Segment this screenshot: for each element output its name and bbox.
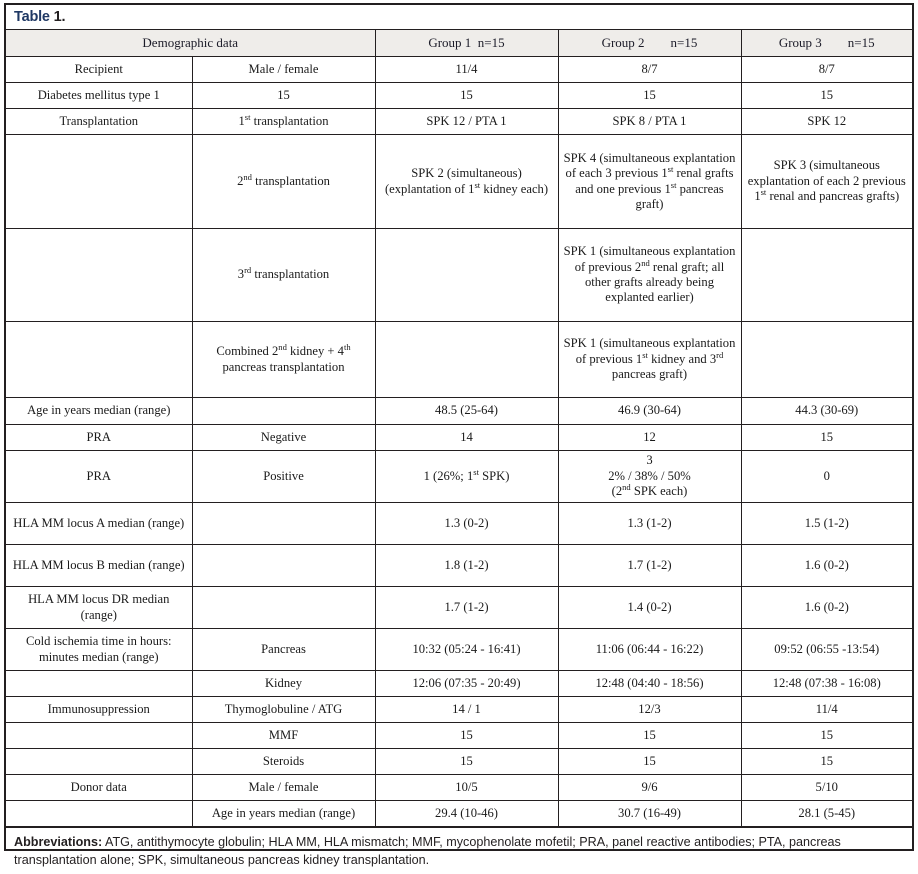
cell-group-2: 46.9 (30-64) (558, 398, 741, 425)
table-row (6, 749, 912, 775)
cell-group-1: 14 / 1 (375, 697, 558, 723)
table-row (6, 545, 912, 587)
row-sublabel-cell: Kidney (192, 671, 375, 697)
cell-group-3: 09:52 (06:55 -13:54) (741, 629, 912, 671)
table-abbreviations-footnote (6, 827, 912, 874)
cell-group-3: 0 (741, 451, 912, 503)
cell-group-3: 5/10 (741, 775, 912, 801)
table-row (6, 398, 912, 425)
row-sublabel-cell: Male / female (192, 57, 375, 83)
caption-number: 1. (53, 9, 66, 25)
row-sublabel-cell: Positive (192, 451, 375, 503)
row-sublabel-cell: 15 (192, 83, 375, 109)
row-label-cell: Cold ischemia time in hours: minutes median (range) (6, 629, 192, 671)
row-label-cell (6, 749, 192, 775)
cell-group-3: 1.6 (0-2) (741, 587, 912, 629)
cell-group-2: 1.7 (1-2) (558, 545, 741, 587)
cell-group-3: 28.1 (5-45) (741, 801, 912, 827)
cell-group-1 (375, 229, 558, 322)
row-sublabel-cell (192, 398, 375, 425)
cell-group-1: 12:06 (07:35 - 20:49) (375, 671, 558, 697)
row-sublabel-cell: Pancreas (192, 629, 375, 671)
cell-group-2: 9/6 (558, 775, 741, 801)
row-label-cell: Age in years median (range) (6, 398, 192, 425)
cell-group-2: SPK 4 (simultaneous explantation of each 3 previous 1st renal grafts and one previous 1st pancreas graft) (558, 135, 741, 229)
table-row (6, 83, 912, 109)
cell-group-3: 1.6 (0-2) (741, 545, 912, 587)
row-label-cell (6, 135, 192, 229)
table-header-row (6, 30, 912, 57)
table-row (6, 629, 912, 671)
cell-group-3: 44.3 (30-69) (741, 398, 912, 425)
cell-group-2: 11:06 (06:44 - 16:22) (558, 629, 741, 671)
row-label-cell: Diabetes mellitus type 1 (6, 83, 192, 109)
cell-group-1: 10/5 (375, 775, 558, 801)
row-sublabel-cell: Male / female (192, 775, 375, 801)
row-label-cell: Transplantation (6, 109, 192, 135)
row-sublabel-cell: Age in years median (range) (192, 801, 375, 827)
cell-group-1: 15 (375, 723, 558, 749)
cell-group-1: 1 (26%; 1st SPK) (375, 451, 558, 503)
table-row (6, 57, 912, 83)
cell-group-2: 8/7 (558, 57, 741, 83)
cell-group-1: 10:32 (05:24 - 16:41) (375, 629, 558, 671)
cell-group-3: 15 (741, 749, 912, 775)
table-row (6, 775, 912, 801)
row-label-cell (6, 801, 192, 827)
table-row (6, 671, 912, 697)
cell-group-3: 1.5 (1-2) (741, 503, 912, 545)
row-sublabel-cell (192, 545, 375, 587)
row-label-cell: HLA MM locus B median (range) (6, 545, 192, 587)
cell-group-2: 3 2% / 38% / 50% (2nd SPK each) (558, 451, 741, 503)
cell-group-3: 8/7 (741, 57, 912, 83)
table-caption (6, 5, 912, 30)
row-label-cell (6, 322, 192, 398)
table-row (6, 723, 912, 749)
table-row (6, 425, 912, 451)
table-header (6, 30, 912, 57)
row-sublabel-cell (192, 587, 375, 629)
row-label-cell: Recipient (6, 57, 192, 83)
cell-group-1: SPK 12 / PTA 1 (375, 109, 558, 135)
row-sublabel-cell: 1st transplantation (192, 109, 375, 135)
table-row (6, 697, 912, 723)
cell-group-2: SPK 1 (simultaneous explantation of previous 2nd renal graft; all other grafts already being explanted earlier) (558, 229, 741, 322)
cell-group-3 (741, 229, 912, 322)
row-sublabel-cell: Thymoglobuline / ATG (192, 697, 375, 723)
cell-group-3: 12:48 (07:38 - 16:08) (741, 671, 912, 697)
table-row (6, 451, 912, 503)
cell-group-1: 1.8 (1-2) (375, 545, 558, 587)
table-row (6, 109, 912, 135)
cell-group-1: 29.4 (10-46) (375, 801, 558, 827)
table-outer-frame (4, 3, 914, 867)
cell-group-1: 11/4 (375, 57, 558, 83)
table-row (6, 801, 912, 827)
cell-group-3: 15 (741, 425, 912, 451)
cell-group-1: 1.3 (0-2) (375, 503, 558, 545)
table-row (6, 229, 912, 322)
cell-group-1: 1.7 (1-2) (375, 587, 558, 629)
cell-group-2: 15 (558, 723, 741, 749)
column-header-demographic-data: Demographic data (6, 30, 375, 57)
cell-group-3: SPK 12 (741, 109, 912, 135)
table-row (6, 135, 912, 229)
row-label-cell: HLA MM locus DR median (range) (6, 587, 192, 629)
cell-group-2: 12 (558, 425, 741, 451)
table-body (6, 57, 912, 827)
table-row (6, 503, 912, 545)
cell-group-1: 48.5 (25-64) (375, 398, 558, 425)
row-sublabel-cell (192, 503, 375, 545)
row-label-cell (6, 723, 192, 749)
cell-group-3: 11/4 (741, 697, 912, 723)
cell-group-2: 1.4 (0-2) (558, 587, 741, 629)
cell-group-2: SPK 1 (simultaneous explantation of previous 1st kidney and 3rd pancreas graft) (558, 322, 741, 398)
row-sublabel-cell: 2nd transplantation (192, 135, 375, 229)
row-label-cell (6, 229, 192, 322)
cell-group-3: SPK 3 (simultaneous explantation of each 2 previous 1st renal and pancreas grafts) (741, 135, 912, 229)
abbreviations-text: ATG, antithymocyte globulin; HLA MM, HLA mismatch; MMF, mycophenolate mofetil; PRA, panel reactive antibodies; PTA, pancreas transplantation alone; SPK, simultaneous pancreas kidney transplantation. (14, 835, 841, 867)
column-header-group-1: Group 1 n=15 (375, 30, 558, 57)
row-label-cell: PRA (6, 451, 192, 503)
table-row (6, 587, 912, 629)
row-label-cell: Immunosuppression (6, 697, 192, 723)
cell-group-2: SPK 8 / PTA 1 (558, 109, 741, 135)
cell-group-2: 15 (558, 83, 741, 109)
cell-group-2: 12/3 (558, 697, 741, 723)
table-row (6, 322, 912, 398)
cell-group-1: SPK 2 (simultaneous) (explantation of 1st kidney each) (375, 135, 558, 229)
cell-group-3: 15 (741, 723, 912, 749)
row-sublabel-cell: Steroids (192, 749, 375, 775)
column-header-group-2: Group 2 n=15 (558, 30, 741, 57)
cell-group-1 (375, 322, 558, 398)
cell-group-2: 1.3 (1-2) (558, 503, 741, 545)
cell-group-2: 15 (558, 749, 741, 775)
cell-group-3: 15 (741, 83, 912, 109)
row-sublabel-cell: Combined 2nd kidney + 4th pancreas transplantation (192, 322, 375, 398)
row-label-cell: PRA (6, 425, 192, 451)
row-sublabel-cell: 3rd transplantation (192, 229, 375, 322)
row-label-cell: HLA MM locus A median (range) (6, 503, 192, 545)
cell-group-3 (741, 322, 912, 398)
row-label-cell (6, 671, 192, 697)
abbreviations-label: Abbreviations: (14, 835, 103, 849)
demographic-data-table (6, 30, 912, 827)
row-sublabel-cell: MMF (192, 723, 375, 749)
cell-group-2: 12:48 (04:40 - 18:56) (558, 671, 741, 697)
cell-group-1: 14 (375, 425, 558, 451)
cell-group-1: 15 (375, 749, 558, 775)
column-header-group-3: Group 3 n=15 (741, 30, 912, 57)
caption-label: Table (14, 9, 50, 25)
row-label-cell: Donor data (6, 775, 192, 801)
cell-group-2: 30.7 (16-49) (558, 801, 741, 827)
row-sublabel-cell: Negative (192, 425, 375, 451)
cell-group-1: 15 (375, 83, 558, 109)
